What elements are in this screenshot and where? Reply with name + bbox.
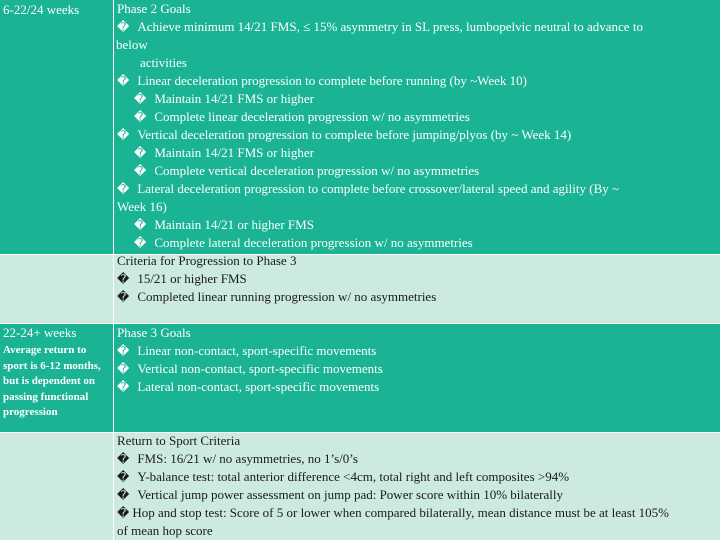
rts-item-3: � Vertical jump power assessment on jump pad: Power score within 10% bilaterally (117, 487, 563, 502)
phase2-item-1-cont: below (116, 37, 148, 52)
checkbox-icon: � (117, 380, 130, 394)
checkbox-icon: � (117, 470, 130, 484)
checkbox-icon: � (117, 452, 130, 466)
criteria-phase3-title: Criteria for Progression to Phase 3 (117, 255, 297, 268)
row-divider (0, 254, 720, 255)
rts-item-2: � Y-balance test: total anterior difference <4cm, total right and left composites >94% (117, 469, 570, 484)
checkbox-icon: � (134, 92, 147, 106)
phase3-goals-cell (114, 324, 720, 432)
phase2-title: Phase 2 Goals (117, 1, 191, 16)
phase3-item-2: � Vertical non-contact, sport-specific movements (117, 361, 383, 376)
checkbox-icon: � (117, 344, 130, 358)
checkbox-icon: � (134, 146, 147, 160)
phase2-item-2-sub-2: � Complete linear deceleration progression w/ no asymmetries (134, 109, 470, 124)
checkbox-icon: � (134, 218, 147, 232)
checkbox-icon: � (117, 128, 130, 142)
phase3-title: Phase 3 Goals (117, 325, 191, 340)
phase2-item-4-sub-1: � Maintain 14/21 or higher FMS (134, 217, 314, 232)
rts-item-4-cont: of mean hop score (117, 523, 213, 538)
phase2-item-4-cont: Week 16) (117, 199, 167, 214)
column-divider (113, 0, 114, 540)
checkbox-icon: � (134, 110, 147, 124)
row4-timeframe-cell (0, 433, 113, 540)
row3-timeframe: 22-24+ weeks (3, 325, 77, 340)
checkbox-icon: � (117, 272, 130, 286)
row1-timeframe: 6-22/24 weeks (3, 2, 80, 17)
return-to-sport-cell (114, 433, 720, 540)
checkbox-icon: � (117, 488, 130, 502)
row1-timeframe-cell (0, 0, 113, 254)
phase3-item-3: � Lateral non-contact, sport-specific movements (117, 379, 380, 394)
phase2-goals-cell (114, 0, 720, 254)
phase2-item-4: � Lateral deceleration progression to complete before crossover/lateral speed and agility (By ~ (117, 181, 620, 196)
criteria-phase3-cell (114, 255, 720, 323)
row-divider (0, 323, 720, 324)
row3-timeframe-cell (0, 324, 113, 432)
row-divider (0, 432, 720, 433)
checkbox-icon: � (134, 236, 147, 250)
rts-item-1: � FMS: 16/21 w/ no asymmetries, no 1’s/0’s (117, 451, 358, 466)
row3-note: Average return to sport is 6-12 months, but is dependent on passing functional progression (3, 344, 101, 418)
phase2-item-1: � Achieve minimum 14/21 FMS, ≤ 15% asymmetry in SL press, lumbopelvic neutral to advance to (117, 19, 643, 34)
phase2-item-4-sub-2: � Complete lateral deceleration progression w/ no asymmetries (134, 235, 473, 250)
phase2-item-2: � Linear deceleration progression to complete before running (by ~Week 10) (117, 73, 528, 88)
checkbox-icon: � (117, 74, 130, 88)
phase2-item-3-sub-2: � Complete vertical deceleration progression w/ no asymmetries (134, 163, 480, 178)
phase2-item-2-sub-1: � Maintain 14/21 FMS or higher (134, 91, 314, 106)
checkbox-icon: � (117, 182, 130, 196)
checkbox-icon: � (117, 20, 130, 34)
row2-timeframe-cell (0, 255, 113, 323)
phase2-item-1-cont2: activities (140, 55, 187, 70)
phase3-item-1: � Linear non-contact, sport-specific movements (117, 343, 377, 358)
criteria-phase3-item-2: � Completed linear running progression w/ no asymmetries (117, 289, 437, 304)
rts-item-4: � Hop and stop test: Score of 5 or lower when compared bilaterally, mean distance must be at least 105% (117, 505, 670, 520)
checkbox-icon: � (117, 362, 130, 376)
phase2-item-3-sub-1: � Maintain 14/21 FMS or higher (134, 145, 314, 160)
checkbox-icon: � (117, 506, 130, 520)
criteria-phase3-item-1: � 15/21 or higher FMS (117, 271, 247, 286)
phase2-item-3: � Vertical deceleration progression to complete before jumping/plyos (by ~ Week 14) (117, 127, 572, 142)
return-to-sport-title: Return to Sport Criteria (117, 433, 241, 448)
checkbox-icon: � (134, 164, 147, 178)
checkbox-icon: � (117, 290, 130, 304)
